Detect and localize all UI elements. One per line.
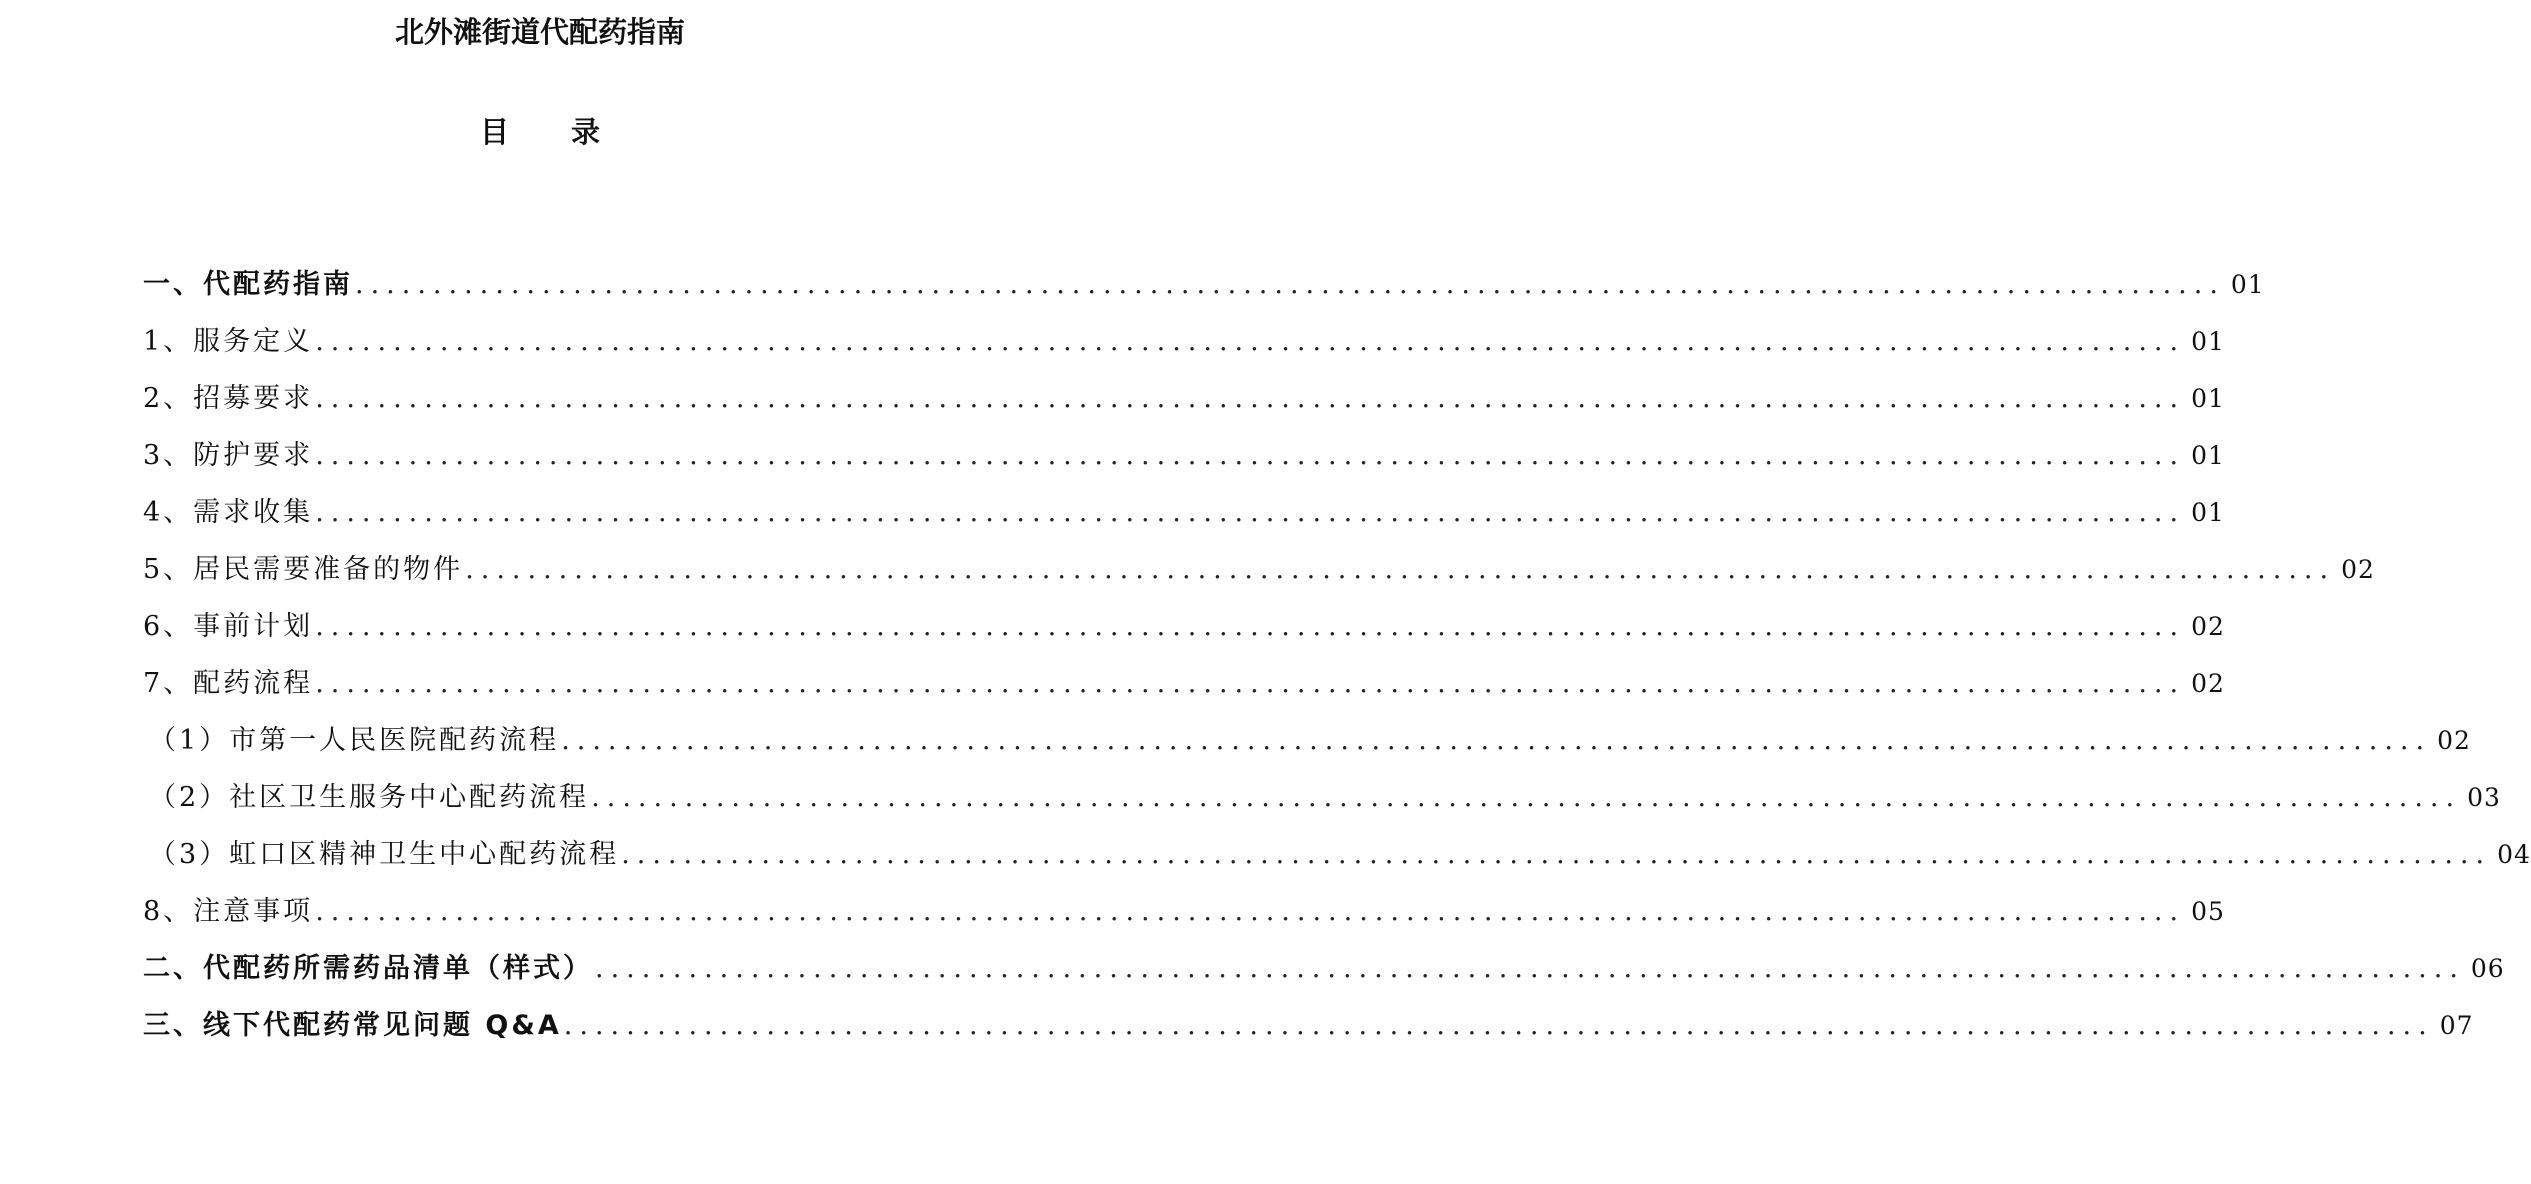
toc-entry bbox=[143, 319, 2225, 376]
toc-leader-dots: ........................................................................................................................ bbox=[561, 725, 2432, 756]
toc-leader-dots: ........................................................................................................................ bbox=[315, 668, 2186, 699]
toc-entry-page: 01 bbox=[2191, 441, 2225, 470]
toc-entry-label: 二、代配药所需药品清单（样式） bbox=[143, 953, 593, 984]
toc-entry-page: 02 bbox=[2191, 669, 2225, 698]
table-of-contents bbox=[143, 262, 2531, 1060]
toc-entry bbox=[143, 376, 2225, 433]
toc-leader-dots: ........................................................................................................................ bbox=[315, 383, 2186, 414]
toc-entry-label: （3）虹口区精神卫生中心配药流程 bbox=[149, 839, 620, 870]
toc-entry-page: 03 bbox=[2467, 783, 2501, 812]
toc-entry bbox=[143, 889, 2225, 946]
document-title: 北外滩街道代配药指南 bbox=[394, 15, 685, 49]
toc-entry-page: 05 bbox=[2191, 897, 2225, 926]
toc-entry-page: 01 bbox=[2191, 498, 2225, 527]
toc-entry-page: 01 bbox=[2191, 384, 2225, 413]
toc-leader-dots: ........................................................................................................................ bbox=[315, 497, 2186, 528]
toc-entry bbox=[143, 718, 2471, 775]
toc-entry bbox=[143, 946, 2505, 1003]
toc-entry-page: 02 bbox=[2437, 726, 2471, 755]
toc-entry-label: 5、居民需要准备的物件 bbox=[143, 554, 464, 585]
toc-leader-dots: ........................................................................................................................ bbox=[465, 554, 2336, 585]
toc-entry-page: 06 bbox=[2470, 954, 2505, 983]
toc-leader-dots: ........................................................................................................................ bbox=[315, 896, 2186, 927]
toc-entry bbox=[143, 262, 2265, 319]
toc-entry-page: 02 bbox=[2341, 555, 2375, 584]
toc-entry-page: 07 bbox=[2439, 1011, 2474, 1040]
toc-leader-dots: ........................................................................................................................ bbox=[315, 440, 2186, 471]
toc-entry bbox=[143, 604, 2225, 661]
toc-entry bbox=[143, 433, 2225, 490]
toc-entry-label: 3、防护要求 bbox=[143, 440, 314, 471]
toc-leader-dots: ........................................................................................................................ bbox=[315, 611, 2186, 642]
toc-entry-label: 8、注意事项 bbox=[143, 896, 314, 927]
toc-leader-dots: ........................................................................................................................ bbox=[621, 839, 2492, 870]
toc-entry bbox=[143, 490, 2225, 547]
toc-entry-page: 02 bbox=[2191, 612, 2225, 641]
toc-leader-dots: ........................................................................................................................ bbox=[315, 326, 2186, 357]
toc-leader-dots: ........................................................................................................................ bbox=[355, 269, 2225, 300]
toc-entry-label: 6、事前计划 bbox=[143, 611, 314, 642]
toc-entry bbox=[143, 547, 2375, 604]
toc-entry-page: 01 bbox=[2191, 327, 2225, 356]
toc-entry-page: 04 bbox=[2497, 840, 2531, 869]
toc-leader-dots: ........................................................................................................................ bbox=[591, 782, 2462, 813]
toc-entry-label: 7、配药流程 bbox=[143, 668, 314, 699]
toc-leader-dots: ........................................................................................................................ bbox=[595, 953, 2465, 984]
toc-entry-label: 1、服务定义 bbox=[143, 326, 314, 357]
toc-entry bbox=[143, 661, 2225, 718]
toc-leader-dots: ........................................................................................................................ bbox=[563, 1010, 2434, 1041]
toc-entry-label: 2、招募要求 bbox=[143, 383, 314, 414]
toc-entry-label: 一、代配药指南 bbox=[143, 269, 353, 300]
toc-entry bbox=[143, 832, 2531, 889]
toc-heading: 目 录 bbox=[479, 115, 627, 149]
toc-entry bbox=[143, 1003, 2474, 1060]
toc-entry bbox=[143, 775, 2501, 832]
toc-entry-label: （1）市第一人民医院配药流程 bbox=[149, 725, 560, 756]
toc-entry-page: 01 bbox=[2230, 270, 2265, 299]
toc-entry-label: 三、线下代配药常见问题 Q&A bbox=[143, 1010, 562, 1041]
toc-entry-label: （2）社区卫生服务中心配药流程 bbox=[149, 782, 590, 813]
toc-entry-label: 4、需求收集 bbox=[143, 497, 314, 528]
